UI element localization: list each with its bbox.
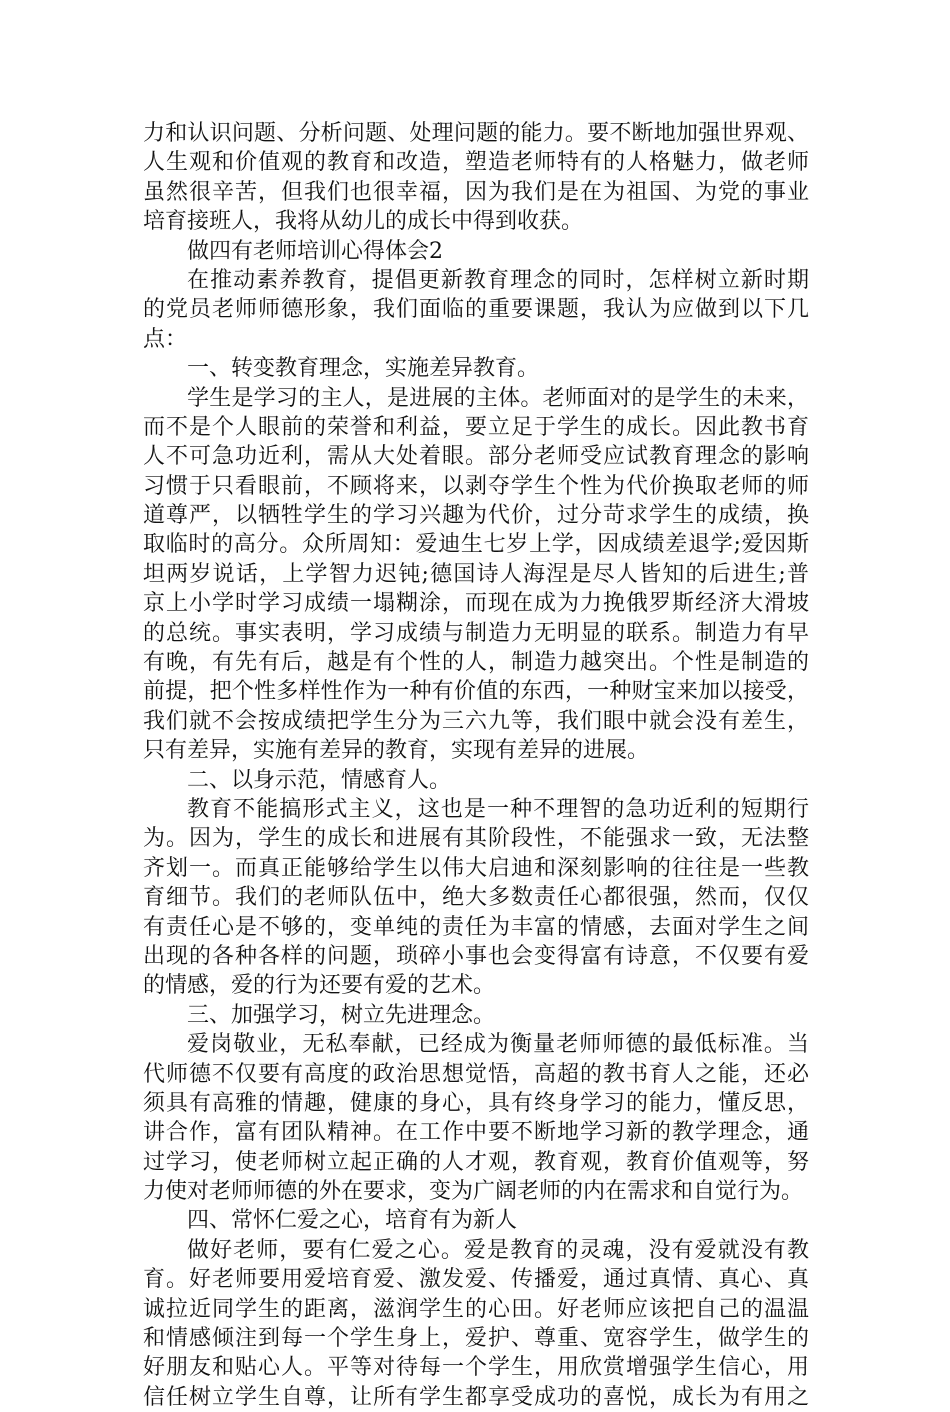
text-line: 做四有老师培训心得体会2 <box>187 238 443 264</box>
text-line: 二、以身示范，情感育人。 <box>187 767 452 793</box>
text-line: 爱岗敬业，无私奉献，已经成为衡量老师师德的最低标准。当 <box>187 1032 809 1058</box>
document-body <box>143 119 809 1412</box>
text-line: 三、加强学习，树立先进理念。 <box>187 1002 496 1028</box>
text-line: 的情感，爱的行为还要有爱的艺术。 <box>143 973 496 999</box>
text-line: 在推动素养教育，提倡更新教育理念的同时，怎样树立新时期 <box>187 267 809 293</box>
text-line: 好朋友和贴心人。平等对待每一个学生，用欣赏增强学生信心，用 <box>143 1355 809 1381</box>
text-line: 育细节。我们的老师队伍中，绝大多数责任心都很强，然而，仅仅 <box>143 885 809 911</box>
text-line: 一、转变教育理念，实施差异教育。 <box>187 356 540 382</box>
text-line: 代师德不仅要有高度的政治思想觉悟，高超的教书育人之能，还必 <box>143 1061 809 1087</box>
text-line: 人不可急功近利，需从大处着眼。部分老师受应试教育理念的影响 <box>143 444 809 470</box>
text-line: 须具有高雅的情趣，健康的身心，具有终身学习的能力，懂反思， <box>143 1090 809 1116</box>
text-line: 育。好老师要用爱培育爱、激发爱、传播爱，通过真情、真心、真 <box>143 1267 809 1293</box>
text-line: 只有差异，实施有差异的教育，实现有差异的进展。 <box>143 738 650 764</box>
text-line: 人生观和价值观的教育和改造，塑造老师特有的人格魅力，做老师 <box>143 150 809 176</box>
text-line: 和情感倾注到每一个学生身上，爱护、尊重、宽容学生，做学生的 <box>143 1326 809 1352</box>
text-line: 教育不能搞形式主义，这也是一种不理智的急功近利的短期行 <box>187 796 809 822</box>
text-line: 京上小学时学习成绩一塌糊涂，而现在成为力挽俄罗斯经济大滑坡 <box>143 591 809 617</box>
text-line: 有责任心是不够的，变单纯的责任为丰富的情感，去面对学生之间 <box>143 914 809 940</box>
text-line: 做好老师，要有仁爱之心。爱是教育的灵魂，没有爱就没有教 <box>187 1237 809 1263</box>
text-line: 力和认识问题、分析问题、处理问题的能力。要不断地加强世界观、 <box>143 121 809 146</box>
text-line: 我们就不会按成绩把学生分为三六九等，我们眼中就会没有差生， <box>143 708 809 734</box>
text-line: 出现的各种各样的问题，琐碎小事也会变得富有诗意，不仅要有爱 <box>143 943 809 969</box>
text-line: 力使对老师师德的外在要求，变为广阔老师的内在需求和自觉行为。 <box>143 1179 804 1205</box>
text-line: 信任树立学生自尊，让所有学生都享受成功的喜悦，成长为有用之 <box>143 1384 809 1410</box>
text-line: 为。因为，学生的成长和进展有其阶段性，不能强求一致，无法整 <box>143 826 809 852</box>
text-line: 培育接班人，我将从幼儿的成长中得到收获。 <box>143 209 584 235</box>
text-line: 的党员老师师德形象，我们面临的重要课题，我认为应做到以下几 <box>143 297 809 323</box>
text-line: 学生是学习的主人，是进展的主体。老师面对的是学生的未来， <box>187 385 809 411</box>
text-line: 虽然很辛苦，但我们也很幸福，因为我们是在为祖国、为党的事业 <box>143 179 809 205</box>
text-line: 四、常怀仁爱之心，培育有为新人 <box>187 1208 518 1234</box>
text-line: 习惯于只看眼前，不顾将来，以剥夺学生个性为代价换取老师的师 <box>143 473 809 499</box>
text-line: 有晚，有先有后，越是有个性的人，制造力越突出。个性是制造的 <box>143 650 809 676</box>
text-line: 点： <box>143 326 188 352</box>
text-line: 取临时的高分。众所周知：爱迪生七岁上学，因成绩差退学;爱因斯 <box>143 532 809 558</box>
text-line: 齐划一。而真正能够给学生以伟大启迪和深刻影响的往往是一些教 <box>143 855 809 881</box>
text-line: 前提，把个性多样性作为一种有价值的东西，一种财宝来加以接受， <box>143 679 809 705</box>
document-page <box>143 119 809 1412</box>
text-line: 坦两岁说话，上学智力迟钝;德国诗人海涅是尽人皆知的后进生;普 <box>143 561 809 587</box>
text-line: 诚拉近同学生的距离，滋润学生的心田。好老师应该把自己的温温 <box>143 1296 809 1322</box>
text-line: 讲合作，富有团队精神。在工作中要不断地学习新的教学理念，通 <box>143 1120 809 1146</box>
text-line: 的总统。事实表明，学习成绩与制造力无明显的联系。制造力有早 <box>143 620 809 646</box>
text-line: 过学习，使老师树立起正确的人才观，教育观，教育价值观等，努 <box>143 1149 809 1175</box>
text-line: 而不是个人眼前的荣誉和利益，要立足于学生的成长。因此教书育 <box>143 414 809 440</box>
text-line: 道尊严，以牺牲学生的学习兴趣为代价，过分苛求学生的成绩，换 <box>143 503 809 529</box>
